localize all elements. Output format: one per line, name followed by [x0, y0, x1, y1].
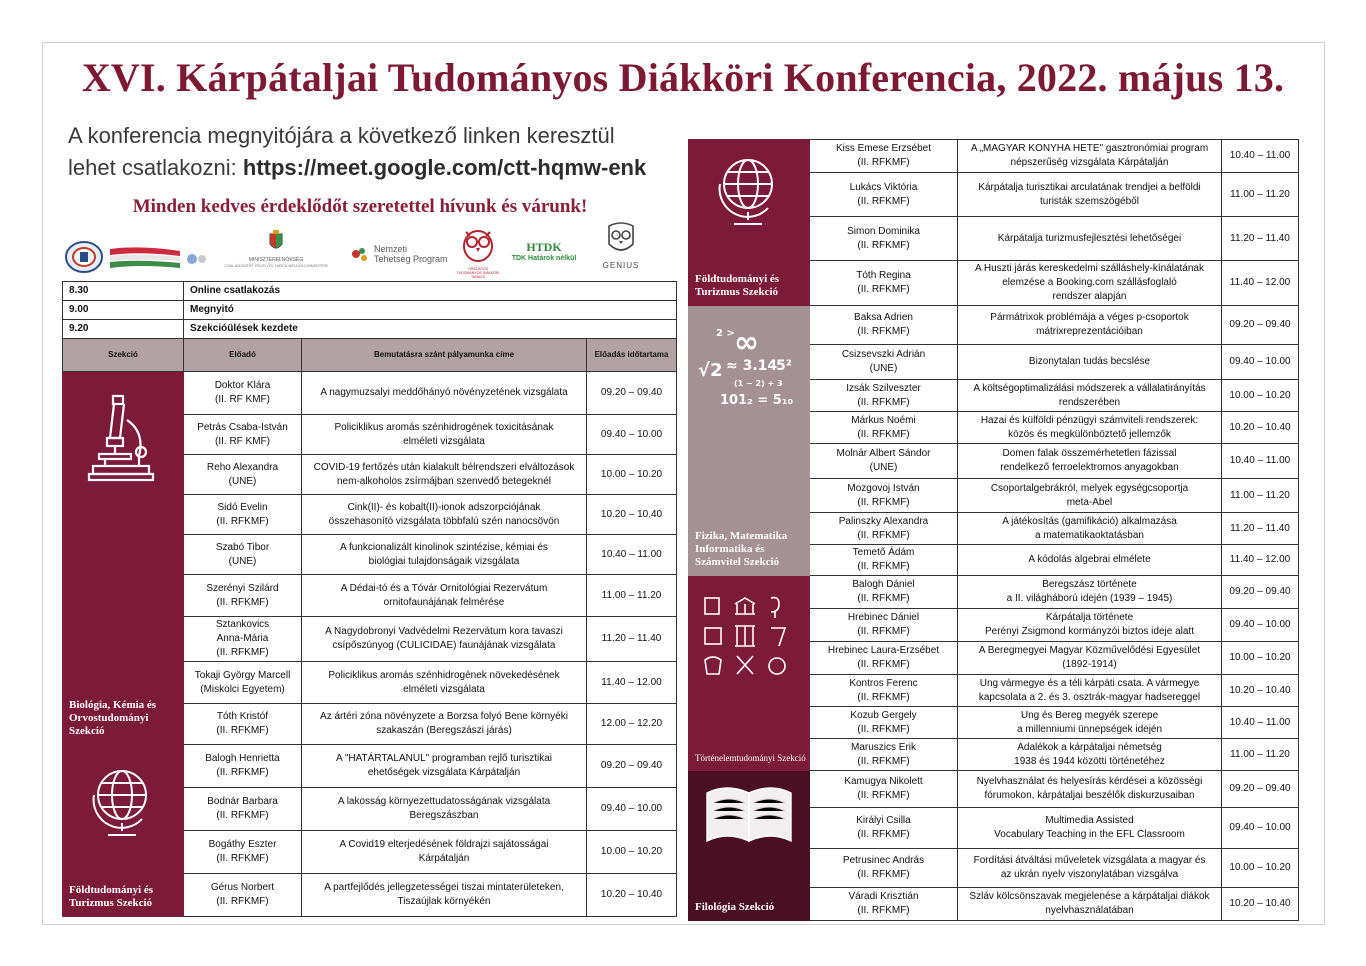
work-title: Ung vármegye és a téli kárpáti csata. A vármegye kapcsolata a 2. és 3. osztrák-magyar hadsereggel: [978, 677, 1201, 703]
presenter-cell: [810, 545, 958, 576]
genius-text: GENIUS: [602, 261, 640, 270]
title-cell: [958, 771, 1222, 808]
presenter-name: Hrebinec Dániel (II. RFKMF): [847, 612, 920, 637]
presenter-cell: [810, 675, 958, 707]
time-cell: [1222, 642, 1299, 675]
presenter-name: Kozub Gergely (II. RFKMF): [850, 709, 917, 735]
presenter-cell: [810, 849, 958, 888]
globe-icon: [689, 150, 809, 236]
section-name: Földtudományi és Turizmus Szekció: [69, 884, 154, 909]
presenter-name: Gérus Norbert (II. RFKMF): [210, 882, 275, 907]
presenter-cell: [184, 831, 302, 874]
presenter-name: Szerényi Szilárd (II. RFKMF): [206, 582, 279, 608]
time-slot: 11.20 – 11.40: [1230, 522, 1290, 534]
time-cell: [587, 535, 677, 575]
intro-prefix: lehet csatlakozni:: [68, 155, 243, 180]
title-cell: [958, 739, 1222, 771]
title-cell: [302, 874, 587, 917]
title-cell: [302, 495, 587, 535]
presenter-name: Sztankovics Anna-Mária (II. RFKMF): [215, 619, 270, 658]
presenter-cell: [810, 412, 958, 444]
htdk-subtitle: TDK Határok nélkül: [511, 255, 577, 262]
nemzeti-tehetseg-logo: [350, 244, 370, 269]
header-presenter: Előadó: [184, 339, 302, 372]
title-cell: [958, 217, 1222, 261]
intro-line-2: [68, 152, 678, 184]
presenter-cell: [810, 140, 958, 173]
table-row: [689, 771, 1299, 808]
presenter-name: Kamugya Nikolett (II. RFKMF): [844, 776, 923, 801]
page-title: XVI. Kárpátaljai Tudományos Diákköri Konferencia, 2022. május 13.: [81, 55, 1285, 100]
time-cell: [587, 372, 677, 415]
university-seal-logo: [64, 240, 104, 279]
title-cell: [958, 888, 1222, 921]
title-cell: [958, 479, 1222, 513]
time-cell: [1222, 609, 1299, 642]
presenter-cell: [184, 617, 302, 662]
title-cell: [958, 849, 1222, 888]
work-title: Policiklikus aromás szénhidrogének növekedésének elméleti vizsgálata: [328, 669, 560, 695]
agenda-time: 8.30: [63, 282, 184, 301]
title-cell: [302, 575, 587, 617]
presenter-name: Balogh Dániel (II. RFKMF): [852, 579, 915, 604]
presenter-cell: [184, 415, 302, 455]
time-cell: [587, 662, 677, 704]
work-title: Csoportalgebrákról, melyek egységcsoportja meta-Abel: [990, 482, 1189, 508]
ministry-name: MINISZTERELNÖKSÉG: [248, 257, 304, 263]
time-slot: 10.40 – 11.00: [1229, 150, 1291, 161]
section-cell: [689, 771, 810, 921]
presenter-cell: [810, 173, 958, 217]
title-cell: [958, 444, 1222, 479]
work-title: Cink(II)- és kobalt(II)-ionok adszorpciójának összehasonító vizsgálata többfalú szén nanocsövön: [328, 501, 560, 527]
presenter-name: Lukács Viktória (II. RFKMF): [849, 181, 918, 207]
time-slot: 11.00 – 11.20: [1230, 489, 1290, 501]
time-cell: [1222, 808, 1299, 849]
section-name: Biológia, Kémia és Orvostudományi Szekció: [69, 699, 157, 737]
time-cell: [1222, 707, 1299, 739]
work-title: A Dédai-tó és a Tóvár Ornitológiai Rezervátum ornitofaunájának felmérése: [340, 582, 548, 608]
time-slot: 09.40 – 10.00: [600, 428, 663, 440]
title-cell: [958, 173, 1222, 217]
time-cell: [1222, 444, 1299, 479]
title-cell: [302, 831, 587, 874]
work-title: Nyelvhasználat és helyesírás kérdései a közösségi fórumokon, kárpátaljai beszélők diskurzusaiban: [976, 776, 1203, 801]
presenter-name: Bogáthy Eszter (II. RFKMF): [208, 839, 277, 864]
program-line-2: Tehetség Program: [374, 254, 448, 264]
math-text-6: (1 − 2) + 3: [734, 379, 783, 388]
book-icon: [689, 779, 809, 853]
time-slot: 10.00 – 10.20: [600, 468, 663, 480]
presenter-name: Palinszky Alexandra (II. RFKMF): [838, 515, 929, 541]
work-title: A "HATÁRTALANUL" programban rejlő turisztikai ehetőségek vizsgálata Kárpátalján: [335, 753, 553, 778]
table-row: [689, 306, 1299, 345]
microscope-icon: [63, 392, 183, 492]
section-cell: [689, 576, 810, 771]
table-row: [689, 140, 1299, 173]
presenter-cell: [810, 642, 958, 675]
work-title: A költségoptimalizálási módszerek a vállalatirányítás rendszerében: [973, 382, 1206, 408]
title-cell: [302, 662, 587, 704]
otdt-name: ORSZÁGOS TUDOMÁNYOS DIÁKKÖRI TANÁCS: [456, 267, 500, 279]
presenter-cell: [184, 575, 302, 617]
presenter-cell: [184, 704, 302, 745]
work-title: Bizonytalan tudás becslése: [1028, 356, 1151, 367]
section-cell: [63, 372, 184, 745]
presenter-name: Mozgovoj István (II. RFKMF): [847, 482, 920, 508]
time-slot: 09.40 – 10.00: [600, 803, 663, 814]
time-slot: 09.40 – 10.00: [1229, 356, 1291, 367]
time-cell: [1222, 888, 1299, 921]
work-title: Kárpátalja turisztikai arculatának trendjei a belföldi turisták szemszögéből: [978, 181, 1201, 207]
presenter-name: Petrás Csaba-István (II. RF KMF): [197, 421, 288, 447]
title-cell: [958, 576, 1222, 609]
work-title: A Beregmegyei Magyar Közművelődési Egyesület (1892-1914): [978, 645, 1201, 670]
time-slot: 09.20 – 09.40: [600, 760, 663, 771]
section-cell: [689, 306, 810, 576]
time-cell: [1222, 173, 1299, 217]
time-cell: [587, 831, 677, 874]
presenter-cell: [810, 306, 958, 345]
agenda-row: [63, 301, 677, 320]
table-row: [689, 576, 1299, 609]
presenter-name: Márkus Noémi (II. RFKMF): [851, 414, 916, 440]
title-cell: [302, 415, 587, 455]
agenda-label: Megnyitó: [184, 301, 677, 320]
time-cell: [1222, 576, 1299, 609]
ministry-logo: [216, 230, 336, 268]
time-slot: 10.00 – 10.20: [1229, 652, 1291, 663]
htdk-logo: [510, 240, 578, 262]
title-cell: [302, 535, 587, 575]
work-title: A játékosítás (gamifikáció) alkalmazása a matematikaoktatásban: [1002, 515, 1177, 541]
presenter-name: Sidó Evelin (II. RFKMF): [216, 501, 269, 527]
presenter-name: Petrusinec András (II. RFKMF): [842, 855, 925, 880]
time-slot: 09.40 – 10.00: [1229, 822, 1291, 833]
htdk-title: HTDK: [526, 240, 562, 254]
time-slot: 11.00 – 11.20: [1230, 748, 1290, 760]
title-cell: [302, 455, 587, 495]
time-slot: 10.20 – 10.40: [1229, 421, 1291, 433]
time-cell: [1222, 479, 1299, 513]
time-cell: [1222, 849, 1299, 888]
time-slot: 10.00 – 10.20: [1229, 862, 1291, 873]
presenter-name: Királyi Csilla (II. RFKMF): [856, 815, 911, 840]
intro-text: [68, 120, 678, 184]
time-cell: [587, 745, 677, 788]
title-cell: [958, 513, 1222, 545]
title-cell: [958, 545, 1222, 576]
genius-logo: [598, 222, 644, 270]
hungarian-flag-logo: [110, 245, 206, 276]
time-cell: [587, 415, 677, 455]
math-text-7: 101₂ = 5₁₀: [720, 393, 794, 408]
title-cell: [958, 261, 1222, 306]
time-cell: [587, 788, 677, 831]
time-slot: 09.20 – 09.40: [1229, 586, 1291, 597]
work-title: A nagymuzsalyi meddőhányó növényzetének vizsgálata: [320, 387, 568, 398]
program-line-1: Nemzeti: [374, 244, 408, 254]
title-cell: [302, 745, 587, 788]
time-cell: [1222, 306, 1299, 345]
presenter-cell: [810, 217, 958, 261]
work-title: A lakosság környezettudatosságának vizsgálata Beregszászban: [337, 796, 551, 821]
math-text-4: ≈ 3.14: [726, 358, 778, 374]
invitation-text: Minden kedves érdeklődőt szeretettel hívunk és várunk!: [132, 196, 588, 217]
time-cell: [587, 617, 677, 662]
presenter-name: Csizsevszki Adrián (UNE): [841, 349, 926, 374]
time-slot: 09.40 – 10.00: [1229, 619, 1291, 630]
title-cell: [958, 609, 1222, 642]
section-name: Fizika, Matematika Informatika és Számvitel Szekció: [695, 530, 788, 568]
time-slot: 10.40 – 11.00: [601, 548, 662, 560]
math-text-3: √2: [698, 360, 723, 381]
time-cell: [1222, 545, 1299, 576]
time-slot: 10.40 – 11.00: [1229, 455, 1291, 466]
work-title: A funkcionalizált kinolinok szintézise, kémiai és biológiai tulajdonságaik vizsgálata: [340, 541, 548, 567]
header-section: Szekció: [63, 339, 184, 372]
presenter-name: Baksa Adrien (II. RFKMF): [854, 312, 913, 337]
time-slot: 11.20 – 11.40: [1230, 232, 1290, 244]
presenter-name: Kontros Ferenc (II. RFKMF): [849, 677, 918, 703]
time-cell: [1222, 140, 1299, 173]
time-slot: 09.20 – 09.40: [1229, 783, 1291, 794]
work-title: Szláv kölcsönszavak megjelenése a kárpátaljai diákok nyelvhasználatában: [969, 891, 1210, 916]
agenda-label: Online csatlakozás: [184, 282, 677, 301]
header-time: Előadás időtartama: [587, 339, 677, 372]
title-cell: [958, 380, 1222, 412]
agenda-time: 9.20: [63, 320, 184, 339]
presenter-cell: [810, 771, 958, 808]
presenter-name: Tokaji György Marcell (Miskolci Egyetem): [194, 669, 291, 695]
title-cell: [958, 707, 1222, 739]
time-slot: 09.20 – 09.40: [1229, 319, 1291, 330]
section-name: Filológia Szekció: [695, 901, 775, 913]
work-title: Domen falak összemérhetetlen fázissal rendelkező ferroelektromos anyagokban: [1000, 448, 1179, 473]
time-cell: [1222, 217, 1299, 261]
presenter-name: Balogh Henrietta (II. RFKMF): [205, 753, 280, 778]
math-text-5: 5²: [776, 358, 792, 374]
presenter-name: Temető Ádám (II. RFKMF): [852, 547, 915, 572]
presenter-cell: [184, 372, 302, 415]
title-cell: [958, 642, 1222, 675]
time-slot: 10.00 – 10.20: [1229, 389, 1291, 401]
work-title: Az ártéri zóna növényzete a Borzsa folyó Bene környéki szakaszán (Beregszászi járás): [320, 711, 568, 736]
presenter-cell: [810, 707, 958, 739]
table-row: [63, 745, 677, 788]
agenda-row: [63, 320, 677, 339]
time-slot: 12.00 – 12.20: [600, 718, 663, 729]
presenter-cell: [810, 739, 958, 771]
time-slot: 10.20 – 10.40: [600, 508, 663, 520]
presenter-name: Doktor Klára (II. RF KMF): [214, 380, 271, 405]
presenter-name: Maruszics Erik (II. RFKMF): [850, 741, 916, 767]
time-cell: [1222, 513, 1299, 545]
work-title: Ung és Bereg megyék szerepe a millenniumi ünnepségek idején: [1016, 709, 1163, 735]
time-cell: [587, 874, 677, 917]
time-cell: [587, 704, 677, 745]
section-cell: [689, 140, 810, 306]
right-schedule-table: [688, 139, 1299, 921]
time-cell: [1222, 771, 1299, 808]
work-title: COVID-19 fertőzés után kialakult bélrendszeri elváltozások nem-alkoholos zsírmájban szenvedő betegeknél: [313, 461, 575, 487]
table-row: [63, 372, 677, 415]
work-title: A kódolás algebrai elmélete: [1028, 554, 1151, 565]
presenter-cell: [810, 261, 958, 306]
title-cell: [958, 140, 1222, 173]
presenter-name: Tóth Regina (II. RFKMF): [856, 270, 911, 295]
work-title: Fordítási átváltási műveletek vizsgálata a magyar és az ukrán nyelv viszonylatában vizsgálva: [973, 855, 1206, 880]
time-slot: 10.40 – 11.00: [1229, 716, 1291, 728]
section-name: Földtudományi és Turizmus Szekció: [695, 273, 780, 298]
work-title: A Covid19 elterjedésének földrajzi sajátosságai Kárpátalján: [339, 839, 549, 864]
presenter-name: Szabó Tibor (UNE): [215, 541, 270, 567]
presenter-name: Reho Alexandra (UNE): [206, 461, 279, 487]
time-cell: [587, 575, 677, 617]
work-title: A Huszti járás kereskedelmi szálláshely-kínálatának elemzése a Booking.com szállásfoglaló rendszer alapján: [975, 263, 1204, 302]
ministry-sub: CSALÁDOKÉRT FELELŐS TÁRCA NÉLKÜLI MINISZTER: [224, 263, 328, 268]
presenter-cell: [810, 345, 958, 380]
presenter-cell: [184, 874, 302, 917]
presenter-cell: [184, 535, 302, 575]
math-text-1: 2 >: [716, 328, 735, 339]
intro-line-1: A konferencia megnyitójára a következő linken keresztül: [68, 123, 615, 148]
presenter-name: Váradi Krisztián (II. RFKMF): [848, 891, 919, 916]
history-icons: [689, 590, 809, 683]
table-header-row: [63, 339, 677, 372]
work-title: Kárpátalja turizmusfejlesztési lehetőségei: [997, 232, 1182, 244]
time-slot: 11.00 – 11.20: [601, 589, 662, 601]
globe-icon: [63, 761, 183, 847]
time-cell: [1222, 261, 1299, 306]
presenter-cell: [184, 662, 302, 704]
left-schedule-table: [62, 281, 677, 917]
meet-link[interactable]: https://meet.google.com/ctt-hqmw-enk: [242, 155, 647, 180]
time-cell: [1222, 675, 1299, 707]
math-formulas-icon: [689, 318, 809, 412]
work-title: A partfejlődés jellegzetességei tiszai mintaterületeken, Tiszaújlak környékén: [324, 882, 564, 907]
work-title: Beregszász története a II. világháború idején (1939 – 1945): [1006, 579, 1173, 604]
work-title: Multimedia Assisted Vocabulary Teaching in the EFL Classroom: [994, 815, 1185, 840]
presenter-cell: [810, 888, 958, 921]
work-title: Adalékok a kárpátaljai németség 1938 és 1944 közötti történetéhez: [1014, 741, 1165, 767]
section-name: Történelemtudományi Szekció: [695, 753, 806, 763]
title-cell: [302, 617, 587, 662]
time-slot: 10.20 – 10.40: [1229, 684, 1291, 696]
time-slot: 11.00 – 11.20: [1230, 188, 1290, 200]
title-cell: [958, 345, 1222, 380]
presenter-cell: [184, 745, 302, 788]
time-slot: 11.40 – 12.00: [1229, 554, 1291, 565]
section-cell: [63, 745, 184, 917]
title-cell: [958, 808, 1222, 849]
work-title: Pármátrixok problémája a véges p-csoportok mátrixreprezentációiban: [990, 312, 1189, 337]
title-cell: [958, 412, 1222, 444]
time-slot: 10.20 – 10.40: [600, 889, 663, 900]
title-cell: [958, 675, 1222, 707]
time-slot: 11.40 – 12.00: [1229, 277, 1291, 288]
presenter-name: Hrebinec Laura-Erzsébet (II. RFKMF): [827, 645, 940, 670]
work-title: A „MAGYAR KONYHA HETE" gasztronómiai program népszerűség vizsgálata Kárpátalján: [970, 143, 1209, 168]
presenter-cell: [810, 479, 958, 513]
time-cell: [1222, 345, 1299, 380]
header-work: Bemutatásra szánt pályamunka címe: [302, 339, 587, 372]
math-text-2: ∞: [734, 325, 759, 360]
time-slot: 11.20 – 11.40: [601, 633, 662, 644]
presenter-cell: [810, 513, 958, 545]
time-cell: [1222, 380, 1299, 412]
presenter-cell: [810, 808, 958, 849]
presenter-cell: [184, 495, 302, 535]
time-slot: 10.00 – 10.20: [600, 846, 663, 857]
time-slot: 11.40 – 12.00: [601, 676, 662, 688]
agenda-row: [63, 282, 677, 301]
presenter-cell: [184, 455, 302, 495]
work-title: Hazai és külföldi pénzügyi számviteli rendszerek: közös és megkülönböztető jellemzők: [980, 414, 1199, 440]
presenter-cell: [810, 576, 958, 609]
agenda-time: 9.00: [63, 301, 184, 320]
work-title: Kárpátalja története Perényi Zsigmond kormányzói biztos ideje alatt: [985, 612, 1194, 637]
agenda-label: Szekcióülések kezdete: [184, 320, 677, 339]
presenter-cell: [810, 444, 958, 479]
title-cell: [302, 372, 587, 415]
presenter-cell: [184, 788, 302, 831]
time-slot: 09.20 – 09.40: [600, 387, 663, 398]
title-cell: [302, 704, 587, 745]
nemzeti-tehetseg-text: [374, 244, 448, 264]
presenter-name: Bodnár Barbara (II. RFKMF): [207, 796, 278, 821]
time-cell: [1222, 412, 1299, 444]
time-cell: [1222, 739, 1299, 771]
time-slot: 10.20 – 10.40: [1229, 898, 1291, 909]
sponsor-logos: [60, 222, 675, 279]
otdt-owl-logo: [456, 226, 500, 279]
presenter-name: Kiss Emese Erzsébet (II. RFKMF): [835, 143, 932, 168]
time-cell: [587, 495, 677, 535]
presenter-name: Izsák Szilveszter (II. RFKMF): [846, 382, 921, 408]
presenter-name: Tóth Kristóf (II. RFKMF): [216, 711, 269, 736]
presenter-name: Simon Dominika (II. RFKMF): [847, 225, 920, 251]
presenter-cell: [810, 380, 958, 412]
presenter-name: Molnár Albert Sándor (UNE): [836, 448, 931, 473]
title-cell: [302, 788, 587, 831]
work-title: A Nagydobronyi Vadvédelmi Rezervátum kora tavaszi csípőszúnyog (CULICIDAE) faunájának vizsgálata: [325, 626, 563, 651]
work-title: Policiklikus aromás szénhidrogének toxicitásának elméleti vizsgálata: [334, 421, 554, 447]
time-cell: [587, 455, 677, 495]
title-cell: [958, 306, 1222, 345]
presenter-cell: [810, 609, 958, 642]
